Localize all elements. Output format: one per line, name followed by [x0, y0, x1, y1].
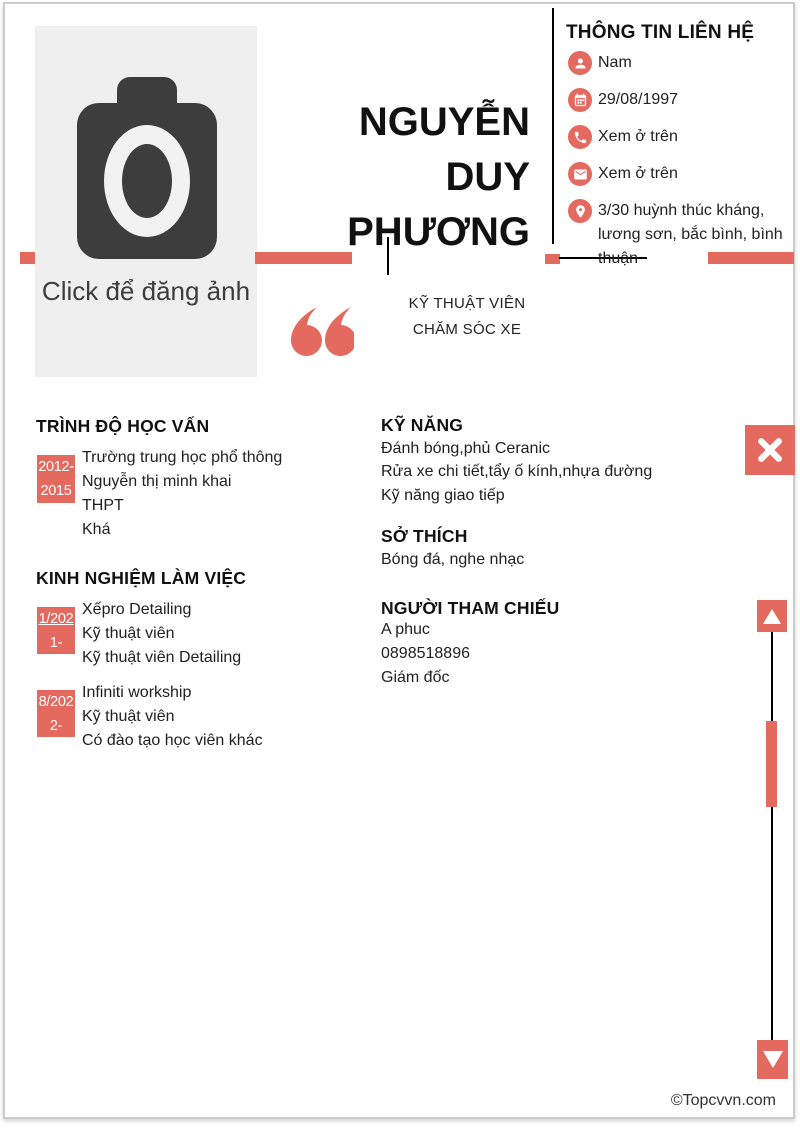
- job-title: [400, 291, 534, 343]
- experience-entry-1: [82, 598, 241, 670]
- reference-name: A phuc: [381, 621, 430, 638]
- education-entry: [82, 446, 282, 542]
- experience-2-period-badge: [37, 690, 75, 737]
- education-school-line-2: Nguyễn thị minh khai: [82, 473, 232, 490]
- experience-2-company: Infiniti workship: [82, 684, 192, 701]
- camera-icon: [77, 77, 217, 259]
- experience-2-description: Có đào tạo học viên khác: [82, 732, 263, 749]
- contact-address-text: 3/30 huỳnh thúc kháng, lương sơn, bắc bình, bình thuận: [598, 202, 783, 267]
- accent-bar-small: [545, 254, 560, 264]
- name-line-2: DUY: [445, 155, 530, 199]
- phone-icon: [568, 125, 592, 149]
- contact-gender-text: Nam: [598, 54, 632, 71]
- contact-phone-text: Xem ở trên: [598, 128, 678, 145]
- skills-list: [381, 437, 652, 507]
- person-icon: [568, 51, 592, 75]
- email-icon: [568, 162, 592, 186]
- experience-1-role: Kỹ thuật viên: [82, 625, 175, 642]
- contact-email-text: Xem ở trên: [598, 165, 678, 182]
- interests-list: [381, 548, 524, 572]
- scroll-up-button[interactable]: [757, 600, 787, 632]
- quote-icon: [289, 306, 354, 356]
- contact-birthday-text: 29/08/1997: [598, 91, 679, 108]
- education-period-badge: [37, 455, 75, 503]
- contact-item-birthday: [568, 88, 678, 112]
- scroll-track[interactable]: [771, 632, 773, 1040]
- contact-heading: THÔNG TIN LIÊN HỆ: [566, 22, 755, 43]
- experience-1-period-badge: [37, 607, 75, 654]
- copyright: ©Topcvvn.com: [670, 1092, 776, 1109]
- reference-phone: 0898518896: [381, 645, 470, 662]
- experience-1-period-line-2: 1-: [49, 635, 63, 651]
- contact-item-gender: [568, 51, 632, 75]
- education-period-line-2: 2015: [40, 483, 72, 499]
- skill-line-2: Rửa xe chi tiết,tẩy ố kính,nhựa đường: [381, 463, 653, 481]
- close-button[interactable]: [745, 425, 795, 475]
- education-school-line-1: Trường trung học phổ thông: [82, 449, 283, 466]
- name-line-1: NGUYỄN: [358, 100, 530, 144]
- scroll-down-button[interactable]: [757, 1040, 788, 1079]
- experience-2-role: Kỹ thuật viên: [82, 708, 175, 725]
- skill-line-3: Kỹ năng giao tiếp: [381, 486, 505, 504]
- references-list: [381, 618, 470, 690]
- skills-heading: KỸ NĂNG: [381, 415, 464, 435]
- experience-1-period-line-1: 1/202: [38, 611, 74, 627]
- contact-item-phone: [568, 125, 678, 149]
- experience-1-description: Kỹ thuật viên Detailing: [82, 649, 242, 666]
- contact-item-email: [568, 162, 678, 186]
- education-heading: TRÌNH ĐỘ HỌC VẤN: [36, 416, 210, 436]
- photo-caption[interactable]: Click để đăng ảnh: [41, 276, 251, 306]
- contact-divider-line: [552, 8, 554, 244]
- skill-line-1: Đánh bóng,phủ Ceranic: [381, 440, 551, 457]
- calendar-icon: [568, 88, 592, 112]
- job-title-line-2: CHĂM SÓC XE: [412, 321, 522, 338]
- close-icon: [755, 435, 785, 465]
- interest-line-1: Bóng đá, nghe nhạc: [381, 551, 525, 568]
- experience-2-period-line-2: 2-: [49, 718, 63, 734]
- location-icon: [568, 199, 592, 223]
- experience-1-company: Xếpro Detailing: [82, 601, 192, 618]
- experience-2-period-line-1: 8/202: [38, 694, 74, 710]
- name-line-3: PHƯƠNG: [347, 210, 530, 254]
- education-degree: THPT: [82, 497, 124, 514]
- reference-title: Giám đốc: [381, 669, 450, 686]
- references-heading: NGƯỜI THAM CHIẾU: [381, 598, 560, 618]
- up-arrow-icon: [763, 609, 781, 624]
- education-grade: Khá: [82, 521, 111, 538]
- contact-item-address: [568, 199, 798, 271]
- candidate-name: [300, 95, 530, 260]
- experience-heading: KINH NGHIỆM LÀM VIỆC: [36, 568, 247, 588]
- down-arrow-icon: [763, 1051, 783, 1068]
- job-title-line-1: KỸ THUẬT VIÊN: [408, 295, 526, 312]
- interests-heading: SỞ THÍCH: [381, 526, 468, 546]
- education-period-line-1: 2012-: [38, 459, 74, 475]
- accent-bar-left: [20, 252, 35, 264]
- scroll-thumb[interactable]: [766, 721, 777, 807]
- experience-entry-2: [82, 681, 263, 753]
